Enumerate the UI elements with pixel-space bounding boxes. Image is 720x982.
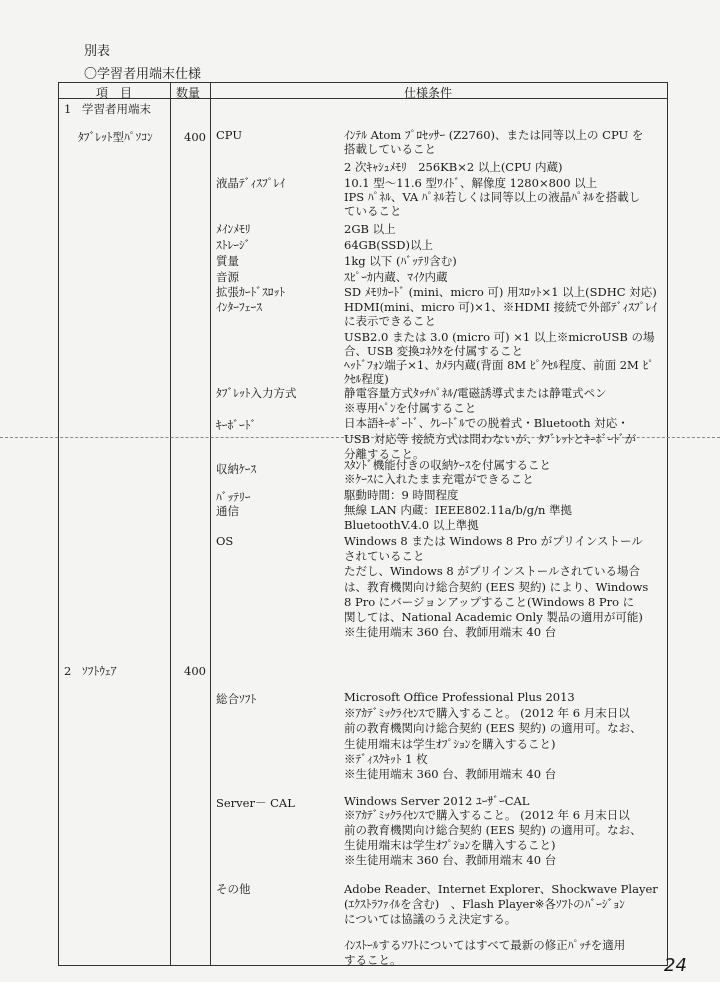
spec-line: USB 対応等 接続方式は問わないが、ﾀﾌﾞﾚｯﾄとｷｰﾎﾞｰﾄﾞが [344,432,637,446]
section-number: 1 [64,102,72,116]
row-label: ｲﾝﾀｰﾌｪｰｽ [216,300,262,314]
software-label: ｿﾌﾄｳｪｱ [82,664,117,678]
spec-line: 無線 LAN 内蔵：IEEE802.11a/b/g/n 準拠 [344,503,573,517]
row-label: 液晶ﾃﾞｨｽﾌﾟﾚｲ [216,176,285,190]
spec-line: USB2.0 または 3.0 (micro 可) ×1 以上※microUSB の場 [344,330,655,344]
spec-line: ｽﾀﾝﾄﾞ機能付きの収納ｹｰｽを付属すること [344,458,551,472]
spec-line: 8 Pro にバージョンアップすること(Windows 8 Pro に [344,595,635,609]
table-header-bottom-border [58,98,668,99]
spec-line: ていること [344,204,402,218]
row-label: OS [216,534,234,548]
spec-line: ※生徒用端末 360 台、教師用端末 40 台 [344,625,557,639]
spec-line: 生徒用端末は学生ｵﾌﾟｼｮﾝを購入すること) [344,838,556,852]
annex-label: 別表 [84,44,111,59]
spec-line: ただし、Windows 8 がプリインストールされている場合 [344,564,640,578]
software-number: 2 [64,664,72,678]
spec-line: IPS ﾊﾟﾈﾙ、VA ﾊﾟﾈﾙ若しくは同等以上の液晶ﾊﾟﾈﾙを搭載し [344,190,641,204]
spec-line: 64GB(SSD)以上 [344,238,434,252]
spec-line: Microsoft Office Professional Plus 2013 [344,690,575,704]
spec-line: 関しては、National Academic Only 製品の適用が可能) [344,610,643,624]
row-label: ﾒｲﾝﾒﾓﾘ [216,222,251,236]
spec-line: については協議のうえ決定する。 [344,912,517,926]
spec-line: Adobe Reader、Internet Explorer、Shockwave Player [344,882,658,896]
header-spec: 仕様条件 [404,86,453,100]
spec-line: SD ﾒﾓﾘｶｰﾄﾞ (mini、micro 可) 用ｽﾛｯﾄ×1 以上(SDHC 対応) [344,285,657,299]
table-top-border [58,82,668,83]
document-title: 〇学習者用端末仕様 [84,67,202,82]
spec-line: HDMI(mini、micro 可)×1、※HDMI 接続で外部ﾃﾞｨｽﾌﾟﾚｲ [344,300,657,314]
table-left-border [58,82,59,966]
software-qty: 400 [184,664,206,678]
row-label: 総合ｿﾌﾄ [216,692,257,706]
spec-line: は、教育機関向け総合契約 (EES 契約) により、Windows [344,580,649,594]
item-tablet-label: ﾀﾌﾞﾚｯﾄ型ﾊﾟｿｺﾝ [78,130,153,144]
spec-line: ﾍｯﾄﾞﾌｫﾝ端子×1、ｶﾒﾗ内蔵(背面 8M ﾋﾟｸｾﾙ程度、前面 2M ﾋﾟ [344,358,654,372]
row-label: ﾀﾌﾞﾚｯﾄ入力方式 [216,386,297,400]
spec-line: 前の教育機関向け総合契約 (EES 契約) の適用可。なお、 [344,823,642,837]
row-label: 通信 [216,504,239,518]
row-label: 音源 [216,270,239,284]
spec-line: ※ｹｰｽに入れたまま充電ができること [344,472,534,486]
row-label: 拡張ｶｰﾄﾞｽﾛｯﾄ [216,285,285,299]
spec-line: ※生徒用端末 360 台、教師用端末 40 台 [344,853,557,867]
spec-line: 10.1 型〜11.6 型ﾜｲﾄﾞ、解像度 1280×800 以上 [344,176,598,190]
spec-line: 分離すること。 [344,447,425,461]
spec-line: ※ｱｶﾃﾞﾐｯｸﾗｲｾﾝｽで購入すること。 (2012 年 6 月末日以 [344,706,630,720]
page-number: 24 [664,955,687,976]
spec-line: ｸｾﾙ程度) [344,372,389,386]
spec-line: 日本語ｷｰﾎﾞｰﾄﾞ、ｸﾚｰﾄﾞﾙでの脱着式・Bluetooth 対応・ [344,416,629,430]
section-name: 学習者用端末 [82,102,151,116]
spec-line: されていること [344,549,425,563]
row-label: Server－ CAL [216,796,295,810]
spec-line: 1kg 以下 (ﾊﾞｯﾃﾘ含む) [344,254,457,268]
spec-line: 生徒用端末は学生ｵﾌﾟｼｮﾝを購入すること) [344,737,556,751]
spec-line: 前の教育機関向け総合契約 (EES 契約) の適用可。なお、 [344,721,642,735]
spec-line: ※ﾃﾞｨｽｸｷｯﾄ 1 枚 [344,752,428,766]
spec-line: ※ｱｶﾃﾞﾐｯｸﾗｲｾﾝｽで購入すること。 (2012 年 6 月末日以 [344,808,630,822]
header-qty: 数量 [176,86,201,100]
row-label: 質量 [216,254,239,268]
spec-line: 2GB 以上 [344,222,396,236]
spec-line: すること。 [344,953,402,967]
spec-line: 駆動時間：9 時間程度 [344,488,459,502]
spec-line: ｲﾝｽﾄｰﾙするｿﾌﾄについてはすべて最新の修正ﾊﾟｯﾁを適用 [344,938,626,952]
spec-line: ｲﾝﾃﾙ Atom ﾌﾟﾛｾｯｻｰ (Z2760)、または同等以上の CPU を [344,128,644,142]
row-label: その他 [216,882,251,896]
item-tablet-qty: 400 [184,130,206,144]
row-label: 収納ｹｰｽ [216,462,257,476]
row-label: CPU [216,128,243,142]
spec-line: 合、USB 変換ｺﾈｸﾀを付属すること [344,344,524,358]
spec-line: 静電容量方式ﾀｯﾁﾊﾟﾈﾙ/電磁誘導式または静電式ペン [344,386,607,400]
spec-line: BluetoothV.4.0 以上準拠 [344,518,479,532]
spec-line: ※専用ﾍﾟﾝを付属すること [344,401,477,415]
table-right-border [667,82,668,966]
spec-line: 搭載していること [344,142,436,156]
row-label: ｽﾄﾚｰｼﾞ [216,238,251,252]
row-label: ﾊﾞｯﾃﾘｰ [216,490,251,504]
header-item: 項 目 [96,86,133,100]
spec-line: 2 次ｷｬｼｭﾒﾓﾘ 256KB×2 以上(CPU 内蔵) [344,160,563,174]
spec-line: Windows Server 2012 ﾕｰｻﾞｰCAL [344,794,530,808]
spec-line: に表示できること [344,314,436,328]
spec-line: ｽﾋﾟｰｶ内蔵、ﾏｲｸ内蔵 [344,270,448,284]
row-label: ｷｰﾎﾞｰﾄﾞ [216,418,257,432]
column-divider-qty [170,82,171,966]
column-divider-spec [210,82,211,966]
spec-line: ※生徒用端末 360 台、教師用端末 40 台 [344,767,557,781]
spec-line: (ｴｸｽﾄﾗﾌｧｲﾙを含む) 、Flash Player※各ｿﾌﾄのﾊﾞｰｼﾞｮﾝ [344,897,625,911]
spec-line: Windows 8 または Windows 8 Pro がプリインストール [344,534,643,548]
